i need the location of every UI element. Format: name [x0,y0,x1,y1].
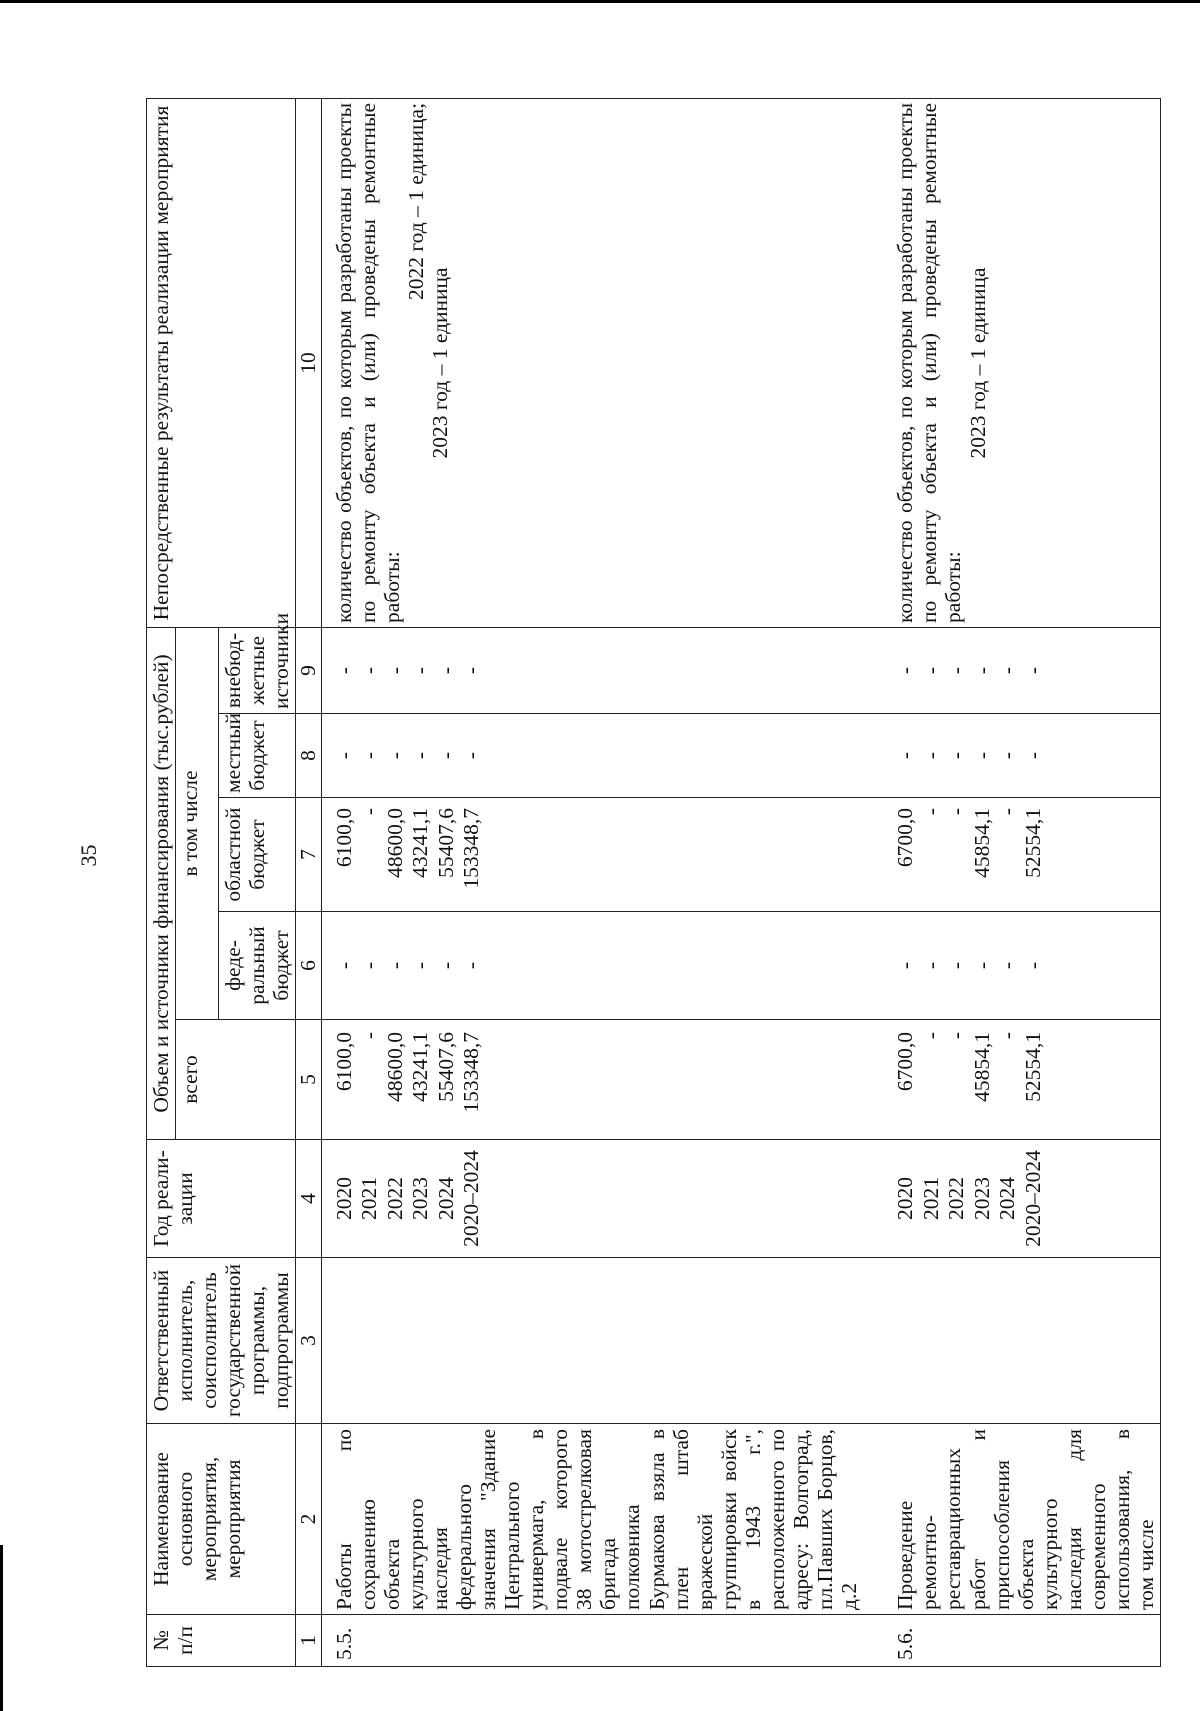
col-num-5: 5 [296,1020,321,1140]
col-num-10: 10 [296,98,321,627]
header-no: № п/п [147,1615,296,1667]
result-text: количество объектов, по которым разработаны проекты по ремонту объекта и (или) проведены ремонтные работы: [893,102,966,623]
row-local: - - - - - - [321,714,863,798]
col-num-3: 3 [296,1258,321,1424]
header-extra: внебюд-жетные источники [219,627,296,713]
row-name: Проведение ремонтно-реставрационных работ и приспособления объекта культурного наследия для современного использования, в том числе [863,1424,1160,1615]
row-number: 5.5. [321,1615,863,1667]
row-result [863,98,1160,627]
row-number: 5.6. [863,1615,1160,1667]
page-number: 35 [76,844,101,867]
header-federal: феде-ральный бюджет [219,912,296,1020]
row-regional: 6100,0 - 48600,0 43241,1 55407,6 153348,7 [321,798,863,912]
col-num-7: 7 [296,798,321,912]
col-num-6: 6 [296,912,321,1020]
col-num-8: 8 [296,714,321,798]
row-federal: - - - - - - [863,912,1160,1020]
col-num-4: 4 [296,1140,321,1258]
header-regional: областной бюджет [219,798,296,912]
result-line: 2022 год – 1 единица; [403,102,428,301]
header-year: Год реали-зации [147,1140,296,1258]
header-including: в том числе [176,627,219,1019]
table-row [863,98,1160,1666]
header-executor: Ответственный исполнитель, соисполнитель государственной программы, подпрограммы [147,1258,296,1424]
table-row [321,98,863,1666]
row-extra: - - - - - - [321,627,863,713]
header-funding: Объем и источники финансирования (тыс.рублей) [147,627,176,1139]
row-executor [863,1258,1160,1424]
header-local: местный бюджет [219,714,296,798]
row-years: 2020 2021 2022 2023 2024 2020–2024 [863,1140,1160,1258]
row-name: Работы по сохранению объекта культурного наследия федерального значения "Здание Центрального универмага, в подвале которого 38 мотострелковая бригада полковника Бурмакова взяла в плен штаб вражеской группировки войск в 1943 г.", расположенного по адресу: Волгоград, пл.Павших Борцов, д.2 [321,1424,863,1615]
header-results: Непосредственные результаты реализации мероприятия [147,98,296,627]
result-line: 2023 год – 1 единица [427,267,452,459]
row-result [321,98,863,627]
col-num-9: 9 [296,627,321,713]
row-local: - - - - - - [863,714,1160,798]
row-total: 6100,0 - 48600,0 43241,1 55407,6 153348,7 [321,1020,863,1140]
col-num-2: 2 [296,1424,321,1615]
row-years: 2020 2021 2022 2023 2024 2020–2024 [321,1140,863,1258]
row-extra: - - - - - - [863,627,1160,713]
program-table [146,98,1161,1667]
header-total: всего [176,1020,296,1140]
row-regional: 6700,0 - - 45854,1 - 52554,1 [863,798,1160,912]
row-executor [321,1258,863,1424]
row-federal: - - - - - - [321,912,863,1020]
result-text: количество объектов, по которым разработаны проекты по ремонту объекта и (или) проведены ремонтные работы: [331,102,404,623]
col-num-1: 1 [296,1615,321,1667]
result-line: 2023 год – 1 единица [965,267,990,459]
header-name: Наименование основного мероприятия, мероприятия [147,1424,296,1615]
row-total: 6700,0 - - 45854,1 - 52554,1 [863,1020,1160,1140]
